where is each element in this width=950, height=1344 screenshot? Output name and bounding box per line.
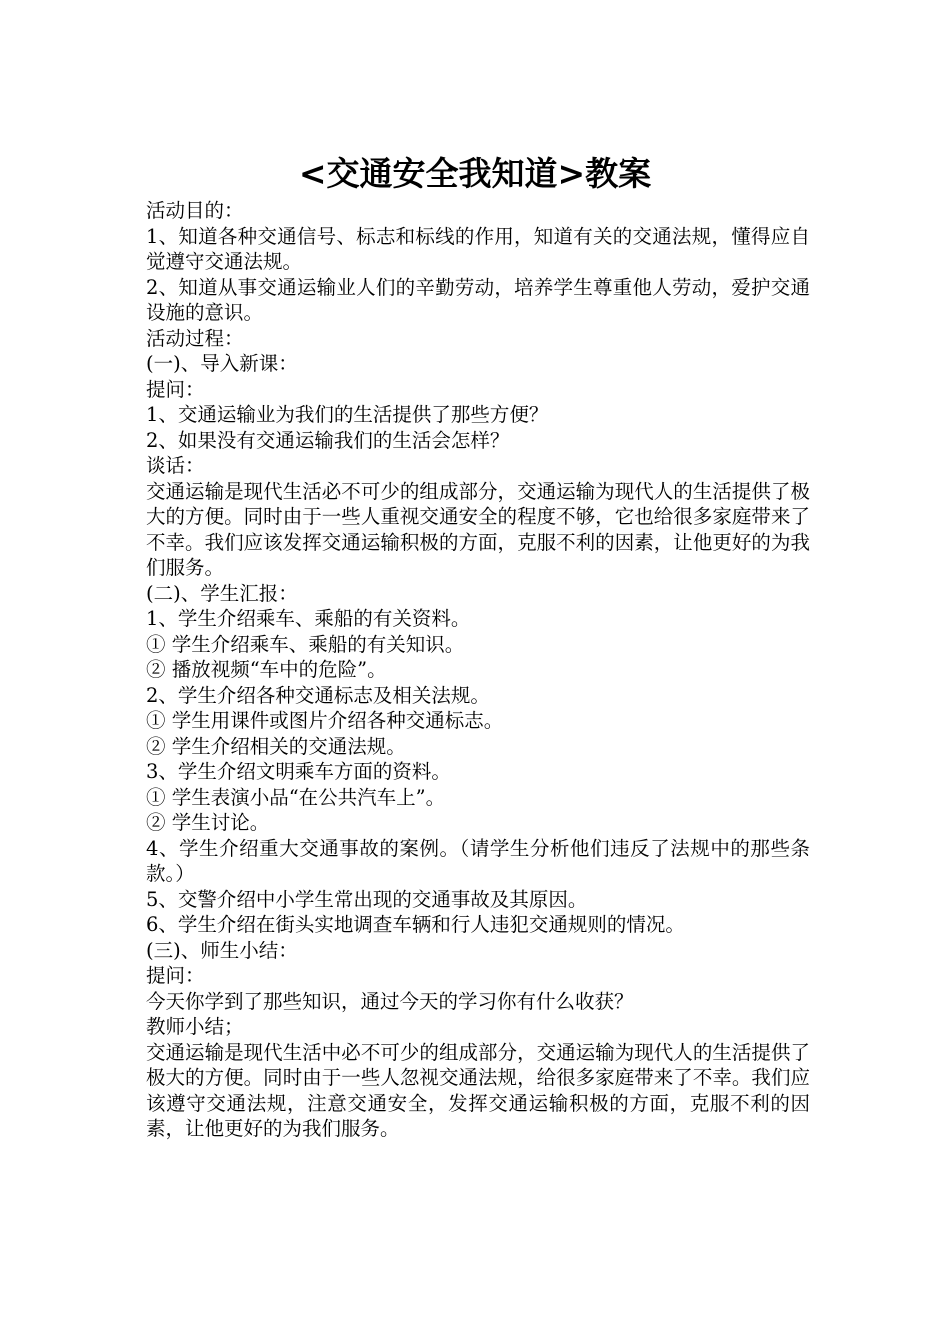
teacher-summary-label: 教师小结； bbox=[146, 1015, 244, 1038]
document-title: <交通安全我知道>教案 bbox=[298, 154, 652, 193]
report-subitem: ② 学生讨论。 bbox=[146, 811, 270, 834]
question-item-2: 2、如果没有交通运输我们的生活会怎样？ bbox=[146, 428, 510, 452]
section-heading-goals: 活动目的： bbox=[146, 199, 244, 222]
goal-item-2: 2、知道从事交通运输业人们的辛勤劳动，培养学生尊重他人劳动，爱护交通设施的意识。 bbox=[146, 275, 810, 324]
report-subitem: ① 学生表演小品“在公共汽车上”。 bbox=[146, 785, 446, 809]
report-item-2: 2、学生介绍各种交通标志及相关法规。 bbox=[146, 683, 490, 707]
subsection-heading-report: (二)、学生汇报： bbox=[146, 581, 298, 605]
subsection-heading-intro: (一)、导入新课： bbox=[146, 352, 298, 375]
question-label: 提问： bbox=[146, 377, 205, 401]
report-item-6: 6、学生介绍在街头实地调查车辆和行人违犯交通规则的情况。 bbox=[146, 913, 685, 936]
report-item-5: 5、交警介绍中小学生常出现的交通事故及其原因。 bbox=[146, 887, 588, 911]
talk-paragraph: 交通运输是现代生活必不可少的组成部分，交通运输为现代人的生活提供了极大的方便。同时由于一些人重视交通安全的程度不够，它也给很多家庭带来了不幸。我们应该发挥交通运输积极的方面，克服不利的因素，让他更好的为我们服务。 bbox=[146, 479, 810, 579]
question-label: 提问： bbox=[146, 964, 205, 987]
report-item-4: 4、学生介绍重大交通事故的案例。（请学生分析他们违反了法规中的那些条款。） bbox=[146, 836, 810, 885]
report-item-3: 3、学生介绍文明乘车方面的资料。 bbox=[146, 760, 451, 783]
report-subitem: ② 学生介绍相关的交通法规。 bbox=[146, 734, 406, 758]
teacher-summary-paragraph: 交通运输是现代生活中必不可少的组成部分，交通运输为现代人的生活提供了极大的方便。同时由于一些人忽视交通法规，给很多家庭带来了不幸。我们应该遵守交通法规，注意交通安全，发挥交通运输积极的方面，克服不利的因素，让他更好的为我们服务。 bbox=[146, 1040, 810, 1140]
report-item-1: 1、学生介绍乘车、乘船的有关资料。 bbox=[146, 607, 471, 630]
report-subitem: ① 学生介绍乘车、乘船的有关知识。 bbox=[146, 632, 465, 656]
goal-item-1: 1、知道各种交通信号、标志和标线的作用，知道有关的交通法规，懂得应自觉遵守交通法规。 bbox=[146, 224, 810, 273]
question-item-1: 1、交通运输业为我们的生活提供了那些方便？ bbox=[146, 403, 549, 426]
talk-label: 谈话： bbox=[146, 454, 205, 477]
document-body bbox=[146, 198, 810, 1142]
summary-question: 今天你学到了那些知识，通过今天的学习你有什么收获？ bbox=[146, 989, 634, 1013]
subsection-heading-summary: (三)、师生小结： bbox=[146, 938, 298, 962]
section-heading-process: 活动过程： bbox=[146, 326, 244, 350]
report-subitem: ① 学生用课件或图片介绍各种交通标志。 bbox=[146, 709, 504, 732]
report-subitem: ② 播放视频“车中的危险”。 bbox=[146, 658, 387, 681]
